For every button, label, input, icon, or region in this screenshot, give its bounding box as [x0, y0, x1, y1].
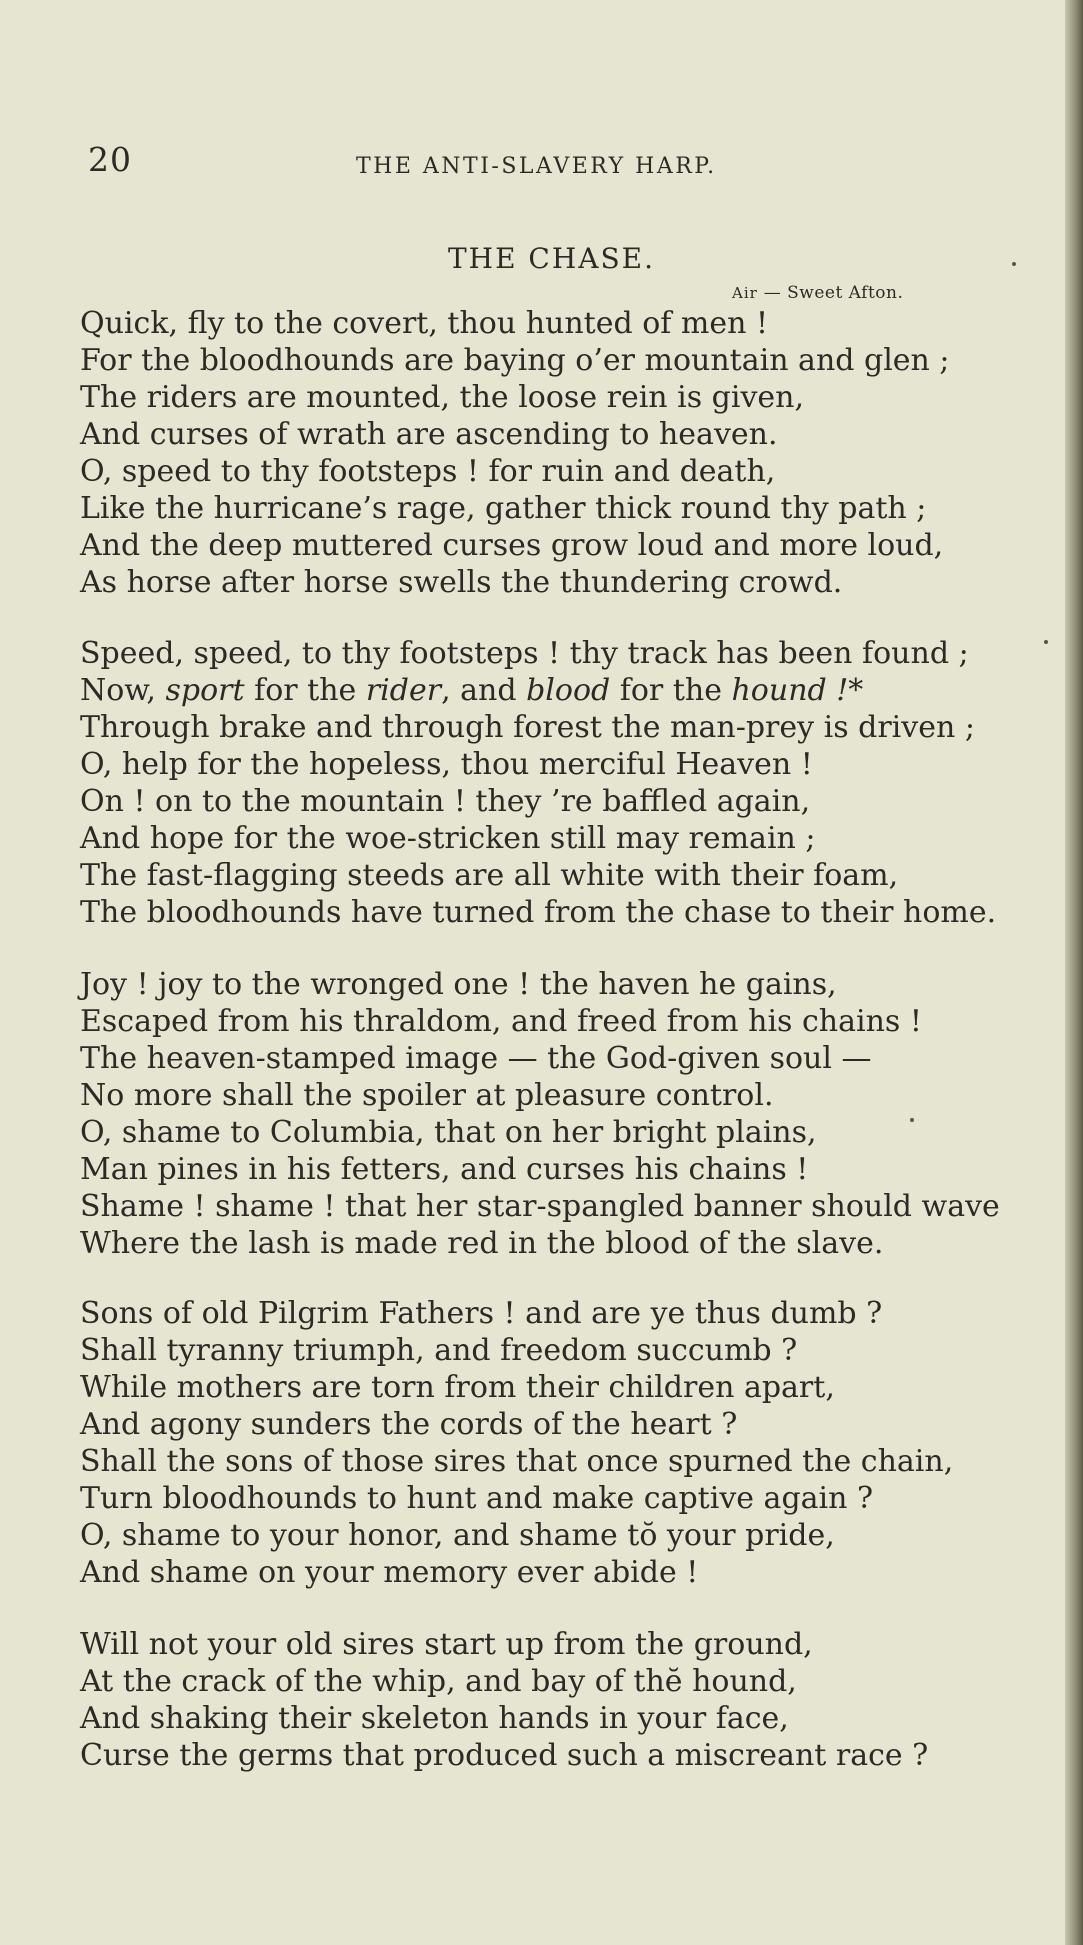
- poem-line: Like the hurricane’s rage, gather thick round thy path ;: [80, 491, 927, 526]
- stanza-5: [80, 1626, 1060, 1774]
- poem-line: O, shame to your honor, and shame tŏ your pride,: [80, 1518, 835, 1553]
- paper-speck: [1044, 640, 1048, 644]
- poem-line: At the crack of the whip, and bay of thĕ hound,: [80, 1664, 797, 1699]
- poem-line: O, speed to thy footsteps ! for ruin and death,: [80, 454, 776, 489]
- poem-line: The riders are mounted, the loose rein is given,: [80, 380, 805, 415]
- italic-word-rider: rider: [365, 673, 442, 708]
- italic-word-blood: blood: [526, 673, 611, 708]
- air-tune: — Sweet Afton.: [757, 283, 904, 303]
- poem-line: Shall tyranny triumph, and freedom succumb ?: [80, 1333, 798, 1368]
- poem-line: Where the lash is made red in the blood of the slave.: [80, 1226, 884, 1261]
- poem-line: And hope for the woe-stricken still may remain ;: [80, 821, 816, 856]
- poem-line: And shaking their skeleton hands in your face,: [80, 1701, 789, 1736]
- italic-word-hound: hound !*: [731, 673, 864, 708]
- poem-line: Joy ! joy to the wronged one ! the haven he gains,: [80, 967, 837, 1002]
- poem-line: Shame ! shame ! that her star-spangled banner should wave: [80, 1189, 1000, 1224]
- poem-line: For the bloodhounds are baying o’er mountain and glen ;: [80, 343, 950, 378]
- stanza-4: [80, 1295, 1060, 1591]
- poem-line: Turn bloodhounds to hunt and make captive again ?: [80, 1481, 874, 1516]
- page-binding-edge: [1065, 0, 1083, 1945]
- poem-line: O, help for the hopeless, thou merciful Heaven !: [80, 747, 813, 782]
- poem-line: Sons of old Pilgrim Fathers ! and are ye thus dumb ?: [80, 1296, 883, 1331]
- poem-line: And agony sunders the cords of the heart ?: [80, 1407, 738, 1442]
- poem-line: As horse after horse swells the thundering crowd.: [80, 565, 843, 600]
- poem-line: The bloodhounds have turned from the chase to their home.: [80, 895, 997, 930]
- air-label: Air: [732, 284, 758, 302]
- poem-line: Man pines in his fetters, and curses his chains !: [80, 1152, 809, 1187]
- poem-line: Shall the sons of those sires that once spurned the chain,: [80, 1444, 954, 1479]
- poem-line: Curse the germs that produced such a miscreant race ?: [80, 1738, 929, 1773]
- poem-line: Through brake and through forest the man-prey is driven ;: [80, 710, 975, 745]
- poem-line: Speed, speed, to thy footsteps ! thy track has been found ;: [80, 636, 969, 671]
- page-number: 20: [88, 140, 132, 179]
- poem-line: Quick, fly to the covert, thou hunted of men !: [80, 306, 769, 341]
- poem-line: No more shall the spoiler at pleasure control.: [80, 1078, 774, 1113]
- stanza-1: [80, 305, 1060, 601]
- poem-line-with-italics: Now, sport for the rider, and blood for the hound !*: [80, 673, 864, 708]
- poem-line: While mothers are torn from their children apart,: [80, 1370, 835, 1405]
- running-title: THE ANTI-SLAVERY HARP.: [356, 154, 717, 179]
- poem-line: The heaven-stamped image — the God-given soul —: [80, 1041, 872, 1076]
- poem-line: On ! on to the mountain ! they ’re baffled again,: [80, 784, 811, 819]
- poem-line: Escaped from his thraldom, and freed from his chains !: [80, 1004, 922, 1039]
- air-attribution: [732, 283, 903, 303]
- paper-speck: [910, 1118, 914, 1122]
- poem-line: And curses of wrath are ascending to heaven.: [80, 417, 778, 452]
- poem-line: And the deep muttered curses grow loud and more loud,: [80, 528, 944, 563]
- poem-title: THE CHASE.: [448, 242, 656, 275]
- poem-line: The fast-flagging steeds are all white with their foam,: [80, 858, 899, 893]
- paper-speck: [1012, 262, 1016, 266]
- italic-word-sport: sport: [165, 673, 245, 708]
- poem-line: O, shame to Columbia, that on her bright plains,: [80, 1115, 817, 1150]
- poem-line: And shame on your memory ever abide !: [80, 1555, 699, 1590]
- poem-line: Will not your old sires start up from the ground,: [80, 1627, 813, 1662]
- stanza-2: [80, 635, 1060, 931]
- stanza-3: [80, 966, 1060, 1262]
